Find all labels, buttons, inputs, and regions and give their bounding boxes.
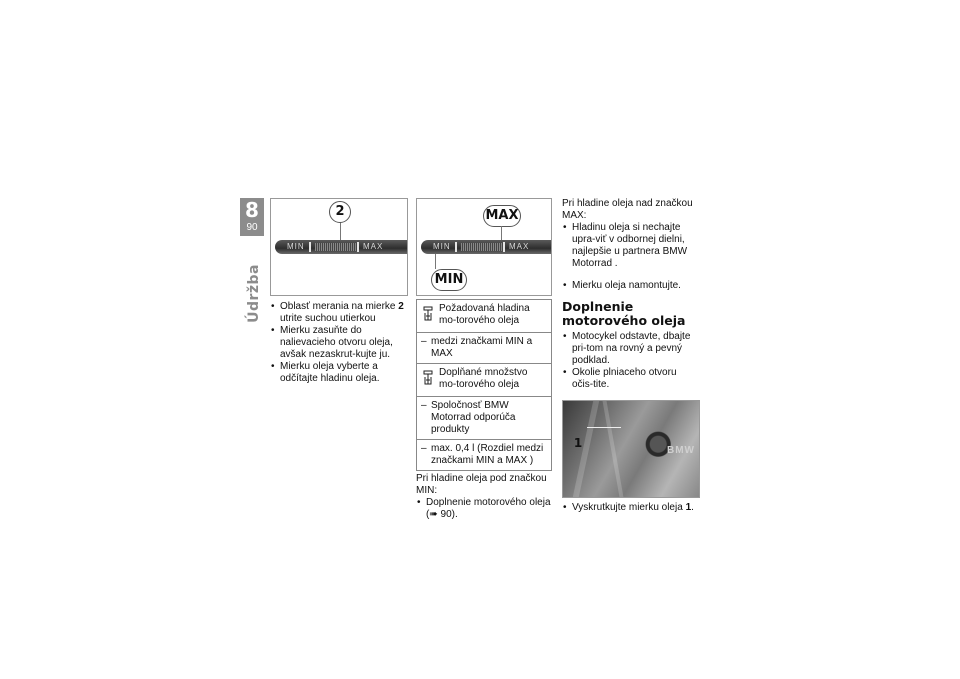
chapter-number: 8 bbox=[245, 198, 259, 222]
scale-max-label: MAX bbox=[363, 242, 384, 251]
scale-hatch bbox=[315, 243, 357, 251]
oil-can-icon bbox=[423, 306, 433, 322]
oil-can-icon bbox=[423, 370, 433, 386]
col3-list-2 bbox=[562, 331, 700, 391]
spec-head-level bbox=[417, 300, 551, 332]
dipstick-scale bbox=[421, 240, 552, 254]
list-item: • Okolie plniaceho otvoru očis-tite. bbox=[562, 367, 700, 391]
callout-leader bbox=[435, 254, 436, 269]
page-number: 90 bbox=[246, 222, 258, 233]
list-item: • Mierku oleja vyberte a odčítajte hladinu oleja. bbox=[270, 361, 408, 385]
oil-spec-table bbox=[416, 299, 552, 471]
list-item: • Vyskrutkujte mierku oleja 1. bbox=[562, 502, 700, 514]
max-mark bbox=[503, 242, 505, 252]
list-item: • Mierku zasuňte do nalievacieho otvoru oleja, avšak nezaskrut-kujte ju. bbox=[270, 325, 408, 361]
chapter-tab bbox=[240, 198, 264, 236]
spec-row: – Spoločnosť BMW Motorrad odporúča produkty bbox=[417, 396, 551, 439]
max-mark bbox=[357, 242, 359, 252]
col1-list bbox=[270, 301, 408, 385]
column-3 bbox=[562, 198, 700, 514]
list-item: • Motocykel odstavte, dbajte pri-tom na rovný a pevný podklad. bbox=[562, 331, 700, 367]
list-item: • Hladinu oleja si nechajte upra-viť v odbornej dielni, najlepšie u partnera BMW Motorrad . bbox=[562, 222, 700, 270]
col3-list-1 bbox=[562, 222, 700, 292]
dipstick-figure-1 bbox=[270, 198, 408, 296]
list-item: • Mierku oleja namontujte. bbox=[562, 280, 700, 292]
callout-min: MIN bbox=[431, 269, 467, 291]
col2-list bbox=[416, 497, 552, 521]
col3-list-3 bbox=[562, 502, 700, 514]
min-mark bbox=[455, 242, 457, 252]
chapter-title: Údržba bbox=[246, 264, 262, 323]
paragraph: Pri hladine oleja nad značkou MAX: bbox=[562, 198, 693, 221]
page-ref-link[interactable]: ➠ 90). bbox=[429, 509, 458, 520]
spec-row: – max. 0,4 l (Rozdiel medzi značkami MIN a MAX ) bbox=[417, 439, 551, 470]
spec-row: – medzi značkami MIN a MAX bbox=[417, 332, 551, 363]
bmw-lettering: BMW bbox=[667, 445, 695, 456]
paragraph: Pri hladine oleja pod značkou MIN: bbox=[416, 473, 547, 496]
scale-hatch bbox=[461, 243, 503, 251]
callout-2: 2 bbox=[329, 201, 351, 223]
spec-label: Doplňané množstvo mo-torového oleja bbox=[439, 367, 528, 390]
dipstick-figure-2 bbox=[416, 198, 552, 296]
spec-label: Požadovaná hladina mo-torového oleja bbox=[439, 303, 530, 326]
scale-min-label: MIN bbox=[287, 242, 305, 251]
column-2 bbox=[416, 198, 552, 521]
callout-1: 1 bbox=[573, 436, 583, 450]
list-item: • Oblasť merania na mierke 2 utrite suchou utierkou bbox=[270, 301, 408, 325]
callout-leader bbox=[587, 427, 621, 428]
spec-head-quantity bbox=[417, 363, 551, 396]
column-1 bbox=[270, 198, 408, 385]
scale-max-label: MAX bbox=[509, 242, 530, 251]
min-mark bbox=[309, 242, 311, 252]
section-heading: Doplnenie motorového oleja bbox=[562, 299, 686, 328]
dipstick-scale bbox=[275, 240, 408, 254]
scale-min-label: MIN bbox=[433, 242, 451, 251]
engine-photo bbox=[562, 400, 700, 498]
list-item: • Doplnenie motorového oleja (➠ 90). bbox=[416, 497, 552, 521]
callout-max: MAX bbox=[483, 205, 521, 227]
